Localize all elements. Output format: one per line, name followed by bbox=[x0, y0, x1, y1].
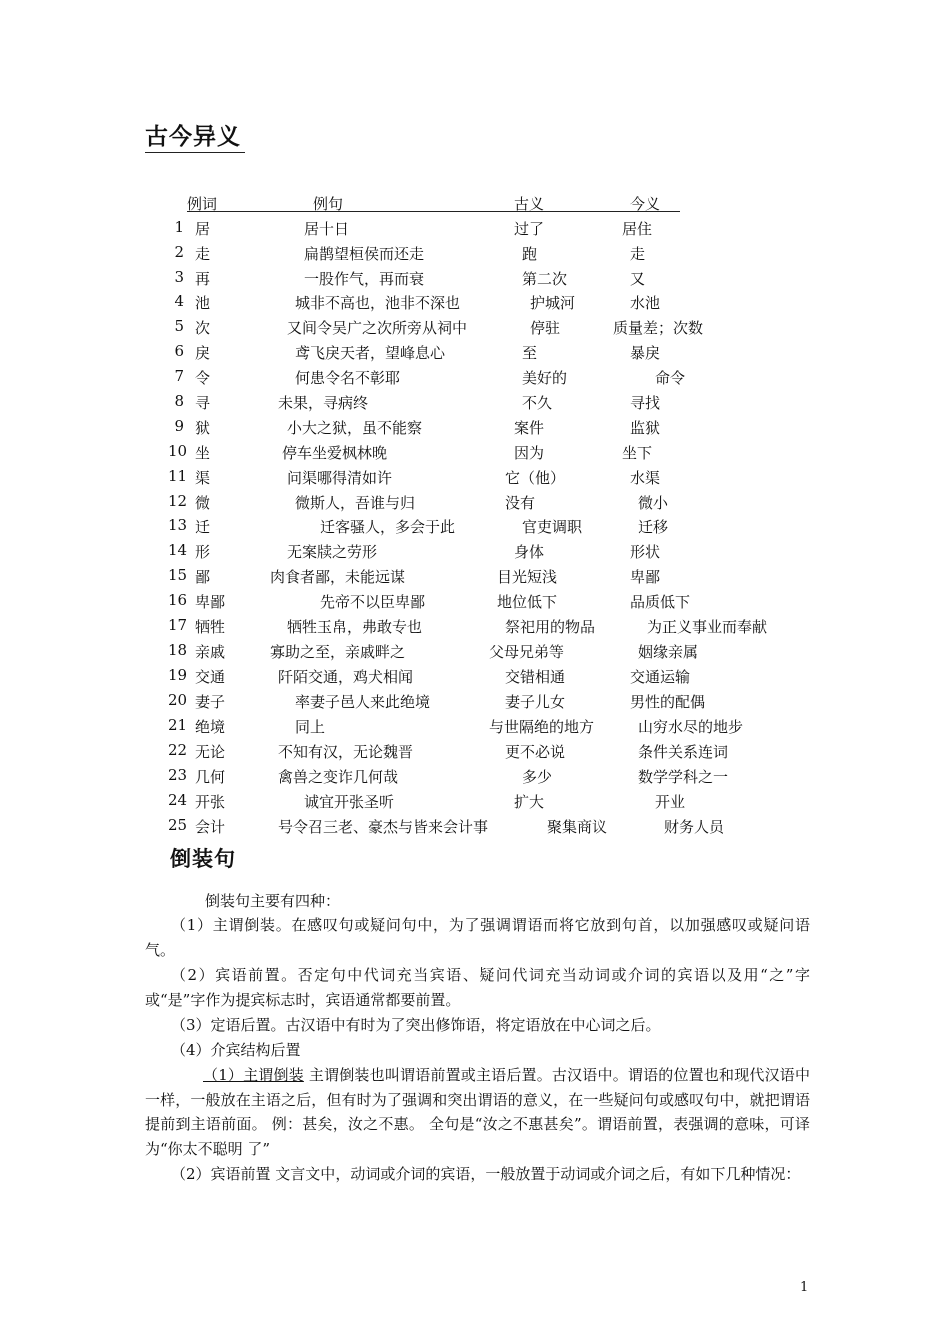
row-ancient: 没有 bbox=[505, 494, 536, 512]
row-number: 24 bbox=[168, 791, 188, 809]
row-word: 妻子 bbox=[195, 693, 226, 711]
row-modern: 财务人员 bbox=[664, 818, 725, 836]
row-word: 居 bbox=[195, 220, 211, 238]
table-row bbox=[0, 218, 950, 242]
table-row bbox=[0, 741, 950, 765]
table-row bbox=[0, 641, 950, 665]
section-title-daozhuangju: 倒装句 bbox=[170, 847, 236, 871]
row-modern: 水渠 bbox=[630, 469, 661, 487]
paragraph-5-text: 主谓倒装也叫谓语前置或主语后置。古汉语中。谓语的位置也和现代汉语中一样，一般放在主语之后，但有时为了强调和突出谓语的意义，在一些疑问句或感叹句中，就把谓语提前到主语前面。 例：甚矣，汝之不惠。 全句是“汝之不惠甚矣”。谓语前置，表强调的意味，可译为“你太不聪明 了” bbox=[145, 1066, 810, 1158]
row-modern: 微小 bbox=[638, 494, 669, 512]
row-ancient: 官吏调职 bbox=[522, 518, 583, 536]
row-sentence: 同上 bbox=[295, 718, 326, 736]
row-number: 1 bbox=[174, 218, 184, 236]
table-row bbox=[0, 342, 950, 366]
row-ancient: 聚集商议 bbox=[547, 818, 608, 836]
table-row bbox=[0, 392, 950, 416]
row-word: 亲戚 bbox=[195, 643, 226, 661]
row-ancient: 多少 bbox=[522, 768, 553, 786]
table-row bbox=[0, 367, 950, 391]
header-sentence: 例句 bbox=[313, 195, 344, 213]
header-ancient: 古义 bbox=[514, 195, 545, 213]
row-word: 狱 bbox=[195, 419, 211, 437]
row-ancient: 过了 bbox=[514, 220, 545, 238]
row-modern: 暴戾 bbox=[630, 344, 661, 362]
row-sentence: 问渠哪得清如许 bbox=[287, 469, 393, 487]
row-ancient: 地位低下 bbox=[497, 593, 558, 611]
row-ancient: 它（他） bbox=[505, 469, 566, 487]
paragraph-2: （2）宾语前置。否定句中代词充当宾语、疑问代词充当动词或介词的宾语以及用“之”字或“是”字作为提宾标志时，宾语通常都要前置。 bbox=[145, 966, 810, 1009]
row-sentence: 又间令吴广之次所旁从祠中 bbox=[287, 319, 468, 337]
row-ancient: 美好的 bbox=[522, 369, 568, 387]
row-sentence: 迁客骚人，多会于此 bbox=[320, 518, 456, 536]
row-ancient: 扩大 bbox=[514, 793, 545, 811]
row-number: 21 bbox=[168, 716, 188, 734]
row-sentence: 阡陌交通，鸡犬相闻 bbox=[278, 668, 414, 686]
row-word: 再 bbox=[195, 270, 211, 288]
table-row bbox=[0, 791, 950, 815]
row-word: 微 bbox=[195, 494, 211, 512]
row-sentence: 先帝不以臣卑鄙 bbox=[320, 593, 426, 611]
table-row bbox=[0, 417, 950, 441]
row-sentence: 率妻子邑人来此绝境 bbox=[295, 693, 431, 711]
page-number: 1 bbox=[800, 1280, 809, 1295]
row-word: 渠 bbox=[195, 469, 211, 487]
row-modern: 水池 bbox=[630, 294, 661, 312]
row-modern: 条件关系连词 bbox=[638, 743, 729, 761]
row-ancient: 交错相通 bbox=[505, 668, 566, 686]
row-word: 鄙 bbox=[195, 568, 211, 586]
row-word: 形 bbox=[195, 543, 211, 561]
row-modern: 品质低下 bbox=[630, 593, 691, 611]
row-modern: 寻找 bbox=[630, 394, 661, 412]
paragraph-3: （3）定语后置。古汉语中有时为了突出修饰语，将定语放在中心词之后。 bbox=[171, 1016, 661, 1034]
paragraph-5 bbox=[145, 1063, 810, 1161]
row-modern: 又 bbox=[630, 270, 646, 288]
table-row bbox=[0, 716, 950, 740]
row-ancient: 祭祀用的物品 bbox=[505, 618, 596, 636]
row-sentence: 诚宜开张圣听 bbox=[304, 793, 395, 811]
row-word: 戾 bbox=[195, 344, 211, 362]
table-row bbox=[0, 516, 950, 540]
table-row bbox=[0, 467, 950, 491]
row-number: 13 bbox=[168, 516, 188, 534]
row-number: 17 bbox=[168, 616, 188, 634]
row-word: 卑鄙 bbox=[195, 593, 226, 611]
table-row bbox=[0, 591, 950, 615]
paragraph-5-label: （1）主谓倒装 bbox=[203, 1066, 304, 1084]
table-row bbox=[0, 442, 950, 466]
row-sentence: 肉食者鄙，未能远谋 bbox=[270, 568, 406, 586]
row-sentence: 停车坐爱枫林晚 bbox=[282, 444, 388, 462]
table-row bbox=[0, 816, 950, 840]
row-word: 迁 bbox=[195, 518, 211, 536]
paragraph-1: （1）主谓倒装。在感叹句或疑问句中，为了强调谓语而将它放到句首，以加强感叹或疑问语气。 bbox=[145, 916, 810, 959]
row-word: 令 bbox=[195, 369, 211, 387]
row-number: 11 bbox=[168, 467, 188, 485]
intro-paragraph: 倒装句主要有四种： bbox=[205, 892, 341, 910]
row-modern: 男性的配偶 bbox=[630, 693, 706, 711]
row-modern: 为正义事业而奉献 bbox=[647, 618, 768, 636]
row-number: 10 bbox=[168, 442, 188, 460]
row-modern: 迁移 bbox=[638, 518, 669, 536]
table-row bbox=[0, 541, 950, 565]
row-sentence: 号令召三老、豪杰与皆来会计事 bbox=[278, 818, 489, 836]
row-ancient: 案件 bbox=[514, 419, 545, 437]
row-modern: 交通运输 bbox=[630, 668, 691, 686]
row-word: 次 bbox=[195, 319, 211, 337]
row-ancient: 妻子儿女 bbox=[505, 693, 566, 711]
row-modern: 山穷水尽的地步 bbox=[638, 718, 744, 736]
row-number: 8 bbox=[174, 392, 184, 410]
table-row bbox=[0, 766, 950, 790]
table-row bbox=[0, 243, 950, 267]
table-row bbox=[0, 317, 950, 341]
row-sentence: 小大之狱，虽不能察 bbox=[287, 419, 423, 437]
row-word: 坐 bbox=[195, 444, 211, 462]
row-sentence: 寡助之至，亲戚畔之 bbox=[270, 643, 406, 661]
row-ancient: 不久 bbox=[522, 394, 553, 412]
row-sentence: 无案牍之劳形 bbox=[287, 543, 378, 561]
row-ancient: 因为 bbox=[514, 444, 545, 462]
row-ancient: 护城河 bbox=[530, 294, 576, 312]
row-word: 寻 bbox=[195, 394, 211, 412]
row-word: 几何 bbox=[195, 768, 226, 786]
row-modern: 坐下 bbox=[622, 444, 653, 462]
row-word: 走 bbox=[195, 245, 211, 263]
row-word: 开张 bbox=[195, 793, 226, 811]
row-sentence: 城非不高也，池非不深也 bbox=[295, 294, 461, 312]
row-modern: 质量差；次数 bbox=[613, 319, 704, 337]
row-number: 12 bbox=[168, 492, 188, 510]
row-modern: 监狱 bbox=[630, 419, 661, 437]
row-ancient: 身体 bbox=[514, 543, 545, 561]
row-number: 15 bbox=[168, 566, 188, 584]
header-underline bbox=[187, 211, 680, 212]
row-sentence: 扁鹊望桓侯而还走 bbox=[304, 245, 425, 263]
row-ancient: 目光短浅 bbox=[497, 568, 558, 586]
paragraph-4: （4）介宾结构后置 bbox=[171, 1041, 301, 1059]
row-ancient: 更不必说 bbox=[505, 743, 566, 761]
row-word: 会计 bbox=[195, 818, 226, 836]
row-sentence: 何患令名不彰耶 bbox=[295, 369, 401, 387]
table-row bbox=[0, 691, 950, 715]
row-sentence: 一股作气，再而衰 bbox=[304, 270, 425, 288]
table-row bbox=[0, 292, 950, 316]
row-word: 交通 bbox=[195, 668, 226, 686]
row-number: 9 bbox=[174, 417, 184, 435]
row-number: 3 bbox=[174, 268, 184, 286]
row-word: 池 bbox=[195, 294, 211, 312]
header-word: 例词 bbox=[187, 195, 218, 213]
row-modern: 命令 bbox=[655, 369, 686, 387]
row-word: 无论 bbox=[195, 743, 226, 761]
row-number: 6 bbox=[174, 342, 184, 360]
row-number: 20 bbox=[168, 691, 188, 709]
row-modern: 姻缘亲属 bbox=[638, 643, 699, 661]
table-row bbox=[0, 492, 950, 516]
table-row bbox=[0, 566, 950, 590]
row-sentence: 不知有汉，无论魏晋 bbox=[278, 743, 414, 761]
row-ancient: 停驻 bbox=[530, 319, 561, 337]
row-number: 23 bbox=[168, 766, 188, 784]
row-modern: 数学学科之一 bbox=[638, 768, 729, 786]
row-ancient: 跑 bbox=[522, 245, 538, 263]
row-number: 7 bbox=[174, 367, 184, 385]
row-ancient: 父母兄弟等 bbox=[489, 643, 565, 661]
row-ancient: 至 bbox=[522, 344, 538, 362]
row-word: 牺牲 bbox=[195, 618, 226, 636]
row-ancient: 与世隔绝的地方 bbox=[489, 718, 595, 736]
row-modern: 卑鄙 bbox=[630, 568, 661, 586]
row-sentence: 禽兽之变诈几何哉 bbox=[278, 768, 399, 786]
title-underline bbox=[145, 152, 245, 153]
row-modern: 走 bbox=[630, 245, 646, 263]
row-number: 14 bbox=[168, 541, 188, 559]
paragraph-6: （2）宾语前置 文言文中，动词或介词的宾语，一般放置于动词或介词之后，有如下几种情况： bbox=[171, 1165, 801, 1183]
row-sentence: 未果，寻病终 bbox=[278, 394, 369, 412]
row-ancient: 第二次 bbox=[522, 270, 568, 288]
row-sentence: 牺牲玉帛，弗敢专也 bbox=[287, 618, 423, 636]
row-number: 4 bbox=[174, 292, 184, 310]
row-modern: 形状 bbox=[630, 543, 661, 561]
row-word: 绝境 bbox=[195, 718, 226, 736]
row-number: 25 bbox=[168, 816, 188, 834]
table-row bbox=[0, 666, 950, 690]
row-number: 16 bbox=[168, 591, 188, 609]
table-row bbox=[0, 268, 950, 292]
row-number: 5 bbox=[174, 317, 184, 335]
row-number: 2 bbox=[174, 243, 184, 261]
table-row bbox=[0, 616, 950, 640]
row-number: 19 bbox=[168, 666, 188, 684]
row-sentence: 居十日 bbox=[304, 220, 350, 238]
row-number: 22 bbox=[168, 741, 188, 759]
row-modern: 开业 bbox=[655, 793, 686, 811]
row-sentence: 鸢飞戾天者，望峰息心 bbox=[295, 344, 446, 362]
row-number: 18 bbox=[168, 641, 188, 659]
row-modern: 居住 bbox=[622, 220, 653, 238]
row-sentence: 微斯人，吾谁与归 bbox=[295, 494, 416, 512]
header-modern: 今义 bbox=[630, 195, 661, 213]
section-title-gujinyiyi: 古今异义 bbox=[145, 124, 241, 150]
